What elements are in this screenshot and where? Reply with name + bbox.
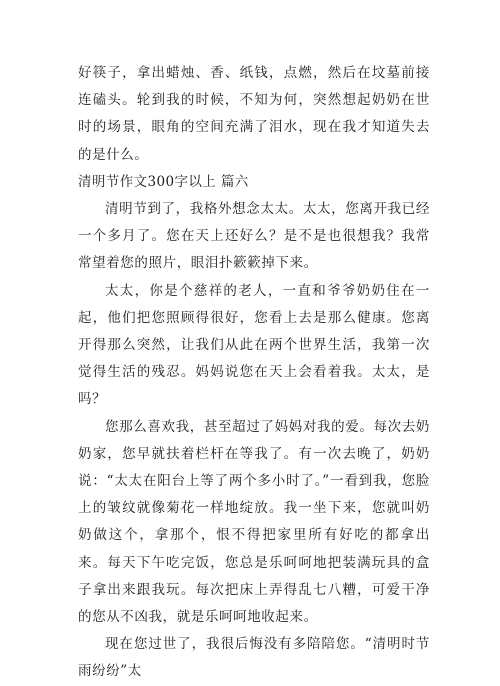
paragraph-3: 您那么喜欢我，甚至超过了妈妈对我的爱。每次去奶奶家，您早就扶着栏杆在等我了。有一次去晚了，奶奶说：“太太在阳台上等了两个多小时了。”一看到我，您脸上的皱纹就像菊花一样地绽放。我一坐下来，您就叫奶奶做这个，拿那个，恨不得把家里所有好吃的都拿出来。每天下午吃完饭，您总是乐呵呵地把装满玩具的盒子拿出来跟我玩。每次把床上弄得乱七八糟，可爱干净的您从不凶我，就是乐呵呵地收起来。 [78, 418, 430, 626]
paragraph-2: 太太，你是个慈祥的老人，一直和爷爷奶奶住在一起，他们把您照顾得很好，您看上去是那么健康。您离开得那么突然，让我们从此在两个世界生活，我第一次觉得生活的残忍。妈妈说您在天上会看着我。太太，是吗？ [78, 282, 430, 408]
article-body [78, 60, 430, 686]
intro-paragraph: 好筷子，拿出蜡烛、香、纸钱，点燃，然后在坟墓前接连磕头。轮到我的时候，不知为何，突然想起奶奶在世时的场景，眼角的空间充满了泪水，现在我才知道失去的是什么。 [78, 65, 430, 163]
section-title: 清明节作文300字以上 篇六 [78, 173, 249, 190]
paragraph-1: 清明节到了，我格外想念太太。太太，您离开我已经一个多月了。您在天上还好么？是不是也很想我？我常常望着您的照片，眼泪扑簌簌掉下来。 [78, 201, 430, 272]
paragraph-4: 现在您过世了，我很后悔没有多陪陪您。“清明时节雨纷纷”太 [78, 636, 430, 680]
